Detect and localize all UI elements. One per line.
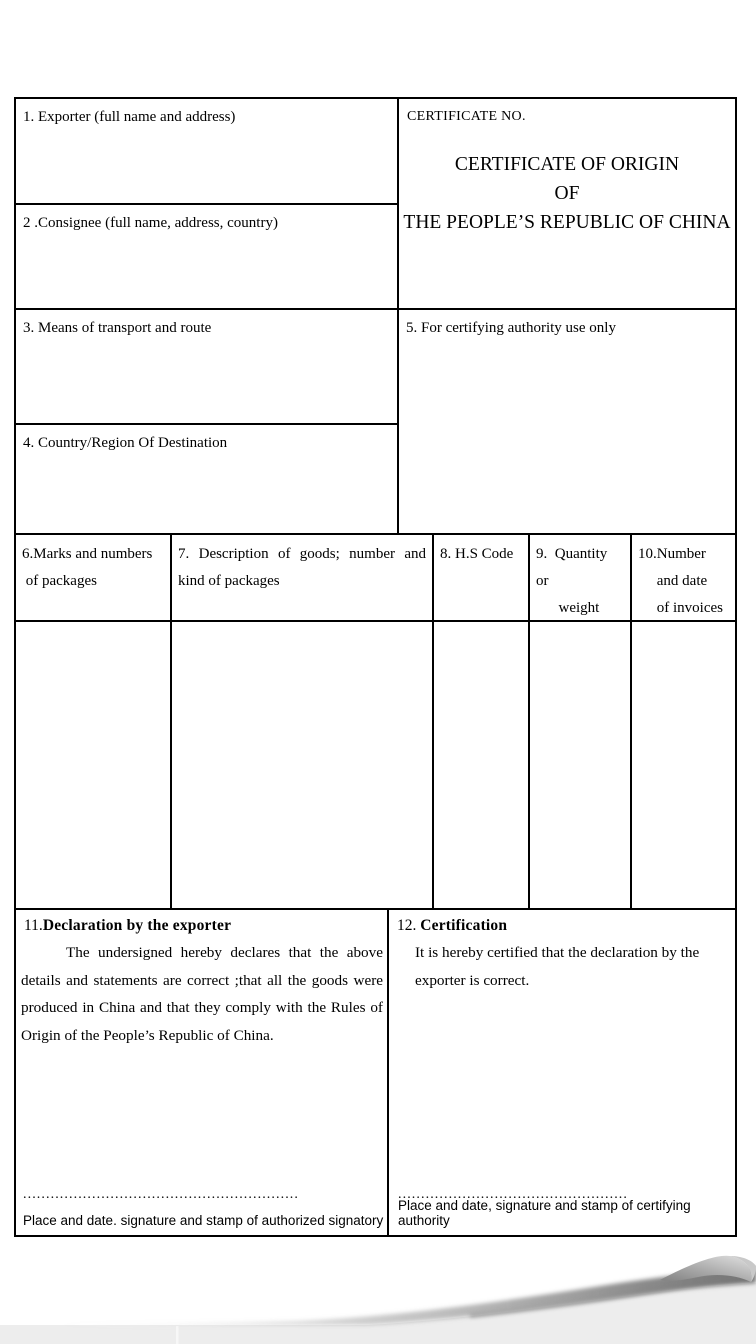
- certification-number: 12.: [397, 917, 417, 934]
- table-cell-marks: [16, 622, 172, 910]
- field-authority-use: [399, 310, 735, 535]
- certificate-of-origin-form: [14, 97, 737, 1237]
- table-cell-hs-code: [434, 622, 530, 910]
- section-declaration: [16, 910, 389, 1235]
- signature-dotted-line: ............................................................: [23, 1187, 299, 1202]
- table-header-description: 7. Description of goods; number and kind of packages: [172, 535, 434, 622]
- declaration-heading: [16, 910, 387, 935]
- table-header-quantity: 9. Quantity or weight: [530, 535, 632, 622]
- field-transport-label: 3. Means of transport and route: [23, 320, 212, 336]
- table-cell-invoices: [632, 622, 735, 910]
- table-header-hs-code: 8. H.S Code: [434, 535, 530, 622]
- table-header-marks: 6.Marks and numbers of packages: [16, 535, 172, 622]
- field-transport: [16, 310, 399, 425]
- page-curl: [0, 1250, 756, 1344]
- authority-caption: Place and date, signature and stamp of certifying authority: [398, 1198, 691, 1228]
- certification-text: It is hereby certified that the declaration by the exporter is correct.: [415, 944, 700, 989]
- declaration-text: The undersigned hereby declares that the above details and statements are correct ;that all the goods were produced in China and that they comply with the Rules of Origin of the People’s Republic of China.: [21, 944, 383, 1044]
- field-consignee-label: 2 .Consignee (full name, address, country): [23, 215, 278, 231]
- certification-heading: [389, 910, 735, 935]
- field-exporter-label: 1. Exporter (full name and address): [23, 109, 236, 125]
- declaration-title: Declaration by the exporter: [42, 917, 232, 934]
- authority-dotted-line: ..................................................: [398, 1187, 628, 1202]
- field-authority-use-label: 5. For certifying authority use only: [406, 320, 616, 336]
- document-title: [399, 150, 735, 237]
- certificate-no-label: CERTIFICATE NO.: [407, 109, 526, 124]
- field-consignee: [16, 205, 399, 310]
- field-destination: [16, 425, 399, 535]
- section-certification: [389, 910, 735, 1235]
- signatory-caption: Place and date. signature and stamp of authorized signatory: [23, 1213, 384, 1228]
- document-title-line3: THE PEOPLE’S REPUBLIC OF CHINA: [403, 212, 731, 233]
- table-cell-quantity: [530, 622, 632, 910]
- document-title-line2: OF: [554, 183, 580, 204]
- certification-title: Certification: [420, 917, 508, 934]
- field-exporter: [16, 99, 399, 205]
- table-header-invoices: 10.Number and date of invoices: [632, 535, 735, 622]
- table-cell-description: [172, 622, 434, 910]
- field-destination-label: 4. Country/Region Of Destination: [23, 435, 228, 451]
- document-title-line1: CERTIFICATE OF ORIGIN: [454, 154, 680, 175]
- declaration-number: 11.: [24, 917, 43, 934]
- certificate-header: [399, 99, 735, 310]
